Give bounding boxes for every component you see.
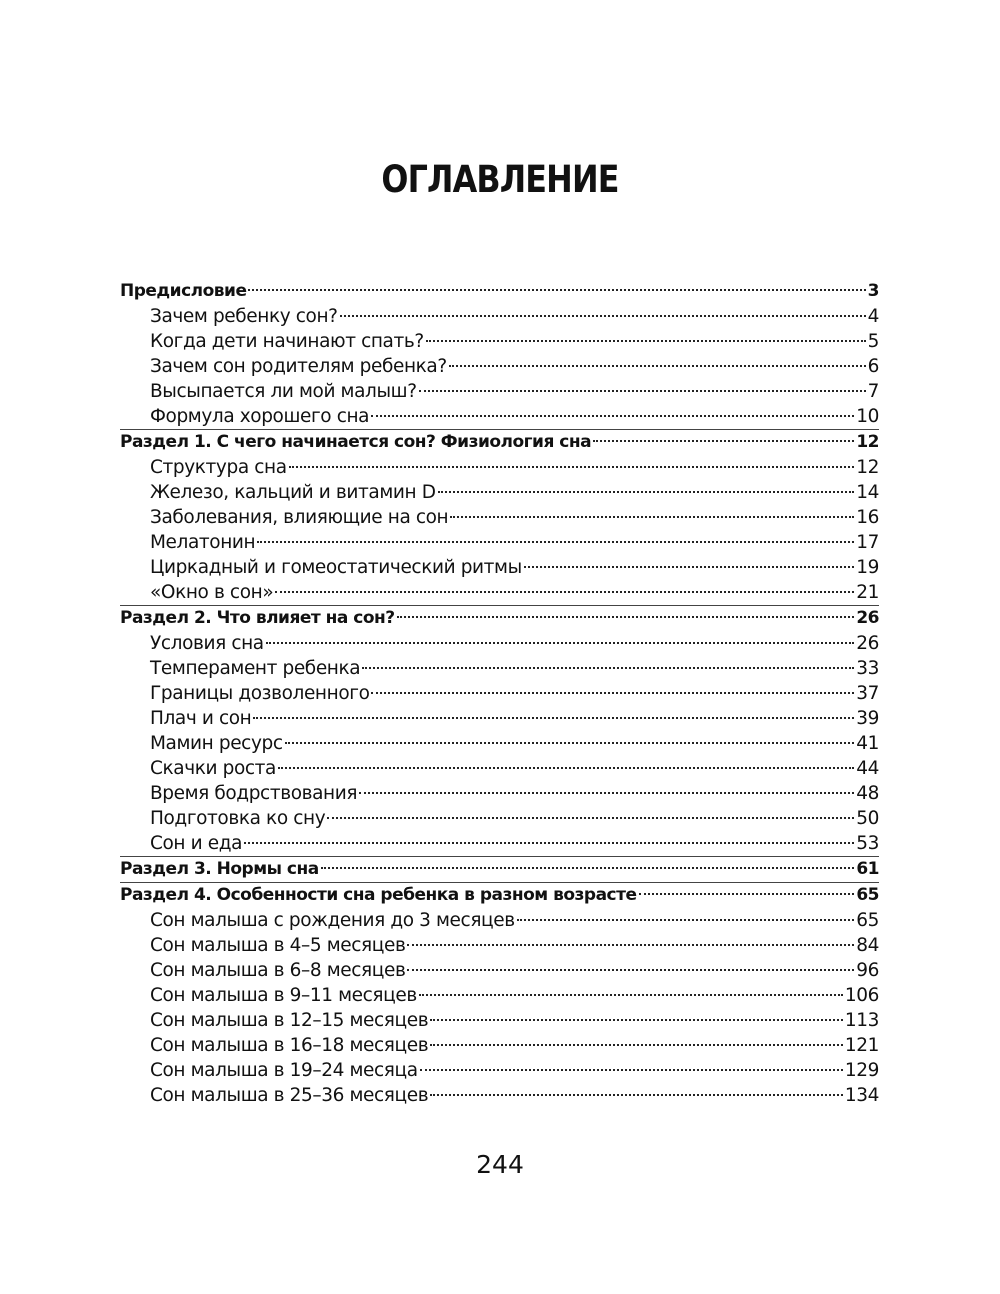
- toc-entry-page: 113: [844, 1010, 879, 1031]
- table-of-contents: [120, 279, 879, 1108]
- toc-entry-label: Мамин ресурс: [150, 733, 283, 754]
- toc-entry-label: Сон малыша в 16–18 месяцев: [150, 1035, 429, 1056]
- dot-leader: [438, 491, 855, 493]
- toc-entry-label: Темперамент ребенка: [150, 658, 361, 679]
- toc-entry[interactable]: [120, 455, 879, 480]
- toc-entry-page: 84: [856, 935, 879, 956]
- toc-entry-page: 134: [844, 1085, 879, 1106]
- toc-entry[interactable]: [120, 505, 879, 530]
- toc-entry-label: Сон малыша в 9–11 месяцев: [150, 985, 417, 1006]
- toc-entry-page: 96: [856, 960, 879, 981]
- dot-leader: [524, 566, 854, 568]
- dot-leader: [430, 1044, 843, 1046]
- toc-entry-label: Зачем сон родителям ребенка?: [150, 356, 447, 377]
- toc-entry[interactable]: [120, 1083, 879, 1108]
- dot-leader: [244, 842, 854, 844]
- toc-entry-label: Время бодрствования: [150, 783, 358, 804]
- dot-leader: [257, 541, 854, 543]
- toc-entry-page: 4: [867, 306, 879, 327]
- dot-leader: [397, 616, 855, 618]
- toc-entry-page: 17: [856, 532, 879, 553]
- toc-entry-label: Скачки роста: [150, 758, 276, 779]
- toc-section-4: [120, 883, 879, 1108]
- toc-entry-page: 7: [867, 381, 879, 402]
- toc-entry[interactable]: [120, 656, 879, 681]
- dot-leader: [419, 994, 843, 996]
- toc-entry-page: 16: [856, 507, 879, 528]
- toc-entry-page: 33: [856, 658, 879, 679]
- dot-leader: [340, 315, 866, 317]
- toc-heading-label: Раздел 4. Особенности сна ребенка в разном возрасте: [120, 885, 637, 905]
- dot-leader: [253, 717, 854, 719]
- dot-leader: [266, 642, 855, 644]
- dot-leader: [426, 340, 866, 342]
- toc-entry-page: 121: [844, 1035, 879, 1056]
- toc-entry[interactable]: [120, 908, 879, 933]
- toc-entry[interactable]: [120, 933, 879, 958]
- toc-entry-label: Сон малыша в 12–15 месяцев: [150, 1010, 429, 1031]
- toc-heading-page: 12: [856, 432, 879, 452]
- dot-leader: [321, 867, 855, 869]
- toc-entry-page: 65: [856, 910, 879, 931]
- toc-heading[interactable]: [120, 857, 879, 882]
- toc-entry[interactable]: [120, 1033, 879, 1058]
- toc-entry[interactable]: [120, 631, 879, 656]
- dot-leader: [517, 919, 855, 921]
- toc-entry-page: 129: [844, 1060, 879, 1081]
- toc-entry-label: Плач и сон: [150, 708, 252, 729]
- dot-leader: [449, 365, 866, 367]
- toc-entry-page: 12: [856, 457, 879, 478]
- toc-entry-label: Сон малыша в 6–8 месяцев: [150, 960, 406, 981]
- toc-entry-page: 26: [856, 633, 879, 654]
- dot-leader: [275, 591, 854, 593]
- toc-entry[interactable]: [120, 379, 879, 404]
- dot-leader: [371, 692, 854, 694]
- dot-leader: [359, 792, 854, 794]
- toc-entry-label: «Окно в сон»: [150, 582, 274, 603]
- toc-entry[interactable]: [120, 831, 879, 856]
- toc-entry-label: Условия сна: [150, 633, 264, 654]
- toc-entry-page: 53: [856, 833, 879, 854]
- toc-entry-page: 10: [856, 406, 879, 427]
- toc-entry[interactable]: [120, 555, 879, 580]
- toc-entry[interactable]: [120, 756, 879, 781]
- dot-leader: [278, 767, 854, 769]
- toc-entry[interactable]: [120, 530, 879, 555]
- toc-entry-page: 44: [856, 758, 879, 779]
- toc-section-1: [120, 430, 879, 606]
- toc-entry-page: 50: [856, 808, 879, 829]
- toc-entry-label: Зачем ребенку сон?: [150, 306, 338, 327]
- toc-heading-label: Раздел 2. Что влияет на сон?: [120, 608, 395, 628]
- toc-heading[interactable]: [120, 883, 879, 908]
- page-title: ОГЛАВЛЕНИЕ: [381, 158, 619, 201]
- toc-heading[interactable]: [120, 606, 879, 631]
- toc-entry-page: 48: [856, 783, 879, 804]
- dot-leader: [289, 466, 855, 468]
- dot-leader: [419, 390, 866, 392]
- toc-entry[interactable]: [120, 806, 879, 831]
- toc-entry-page: 5: [867, 331, 879, 352]
- toc-entry-page: 106: [844, 985, 879, 1006]
- toc-entry-label: Сон и еда: [150, 833, 243, 854]
- toc-entry-label: Заболевания, влияющие на сон: [150, 507, 449, 528]
- toc-heading-page: 3: [867, 281, 879, 301]
- dot-leader: [450, 516, 854, 518]
- toc-entry-page: 39: [856, 708, 879, 729]
- toc-entry[interactable]: [120, 681, 879, 706]
- toc-heading-page: 26: [856, 608, 879, 628]
- toc-entry-label: Границы дозволенного: [150, 683, 370, 704]
- toc-heading[interactable]: [120, 279, 879, 304]
- dot-leader: [430, 1094, 843, 1096]
- dot-leader: [639, 893, 855, 895]
- dot-leader: [430, 1019, 843, 1021]
- toc-entry-label: Структура сна: [150, 457, 287, 478]
- toc-entry-label: Когда дети начинают спать?: [150, 331, 424, 352]
- toc-entry[interactable]: [120, 706, 879, 731]
- toc-entry[interactable]: [120, 1008, 879, 1033]
- toc-heading-page: 65: [856, 885, 879, 905]
- toc-entry-label: Мелатонин: [150, 532, 256, 553]
- dot-leader: [285, 742, 855, 744]
- toc-heading-page: 61: [856, 859, 879, 879]
- toc-entry-label: Формула хорошего сна: [150, 406, 370, 427]
- dot-leader: [407, 944, 854, 946]
- toc-entry-label: Сон малыша с рождения до 3 месяцев: [150, 910, 515, 931]
- dot-leader: [593, 440, 854, 442]
- toc-entry-label: Подготовка ко сну: [150, 808, 326, 829]
- toc-entry[interactable]: [120, 329, 879, 354]
- toc-entry[interactable]: [120, 983, 879, 1008]
- toc-entry[interactable]: [120, 580, 879, 605]
- toc-entry-page: 6: [867, 356, 879, 377]
- toc-heading-label: Раздел 1. С чего начинается сон? Физиология сна: [120, 432, 592, 452]
- toc-entry-label: Сон малыша в 19–24 месяца: [150, 1060, 418, 1081]
- toc-section-2: [120, 606, 879, 857]
- toc-entry-label: Сон малыша в 4–5 месяцев: [150, 935, 406, 956]
- toc-section-3: [120, 857, 879, 883]
- toc-entry-page: 21: [856, 582, 879, 603]
- toc-entry[interactable]: [120, 731, 879, 756]
- dot-leader: [371, 415, 854, 417]
- toc-section-preface: [120, 279, 879, 430]
- toc-entry-label: Циркадный и гомеостатический ритмы: [150, 557, 522, 578]
- toc-entry-page: 14: [856, 482, 879, 503]
- page-number: 244: [476, 1150, 524, 1179]
- toc-heading-label: Раздел 3. Нормы сна: [120, 859, 319, 879]
- toc-entry[interactable]: [120, 1058, 879, 1083]
- toc-heading-label: Предисловие: [120, 281, 247, 301]
- dot-leader: [248, 289, 865, 291]
- toc-entry-page: 19: [856, 557, 879, 578]
- dot-leader: [362, 667, 854, 669]
- toc-entry[interactable]: [120, 781, 879, 806]
- toc-heading[interactable]: [120, 430, 879, 455]
- toc-entry-label: Высыпается ли мой малыш?: [150, 381, 417, 402]
- toc-entry[interactable]: [120, 354, 879, 379]
- toc-entry[interactable]: [120, 480, 879, 505]
- toc-entry-label: Железо, кальций и витамин D: [150, 482, 436, 503]
- toc-entry[interactable]: [120, 304, 879, 329]
- toc-entry-page: 37: [856, 683, 879, 704]
- dot-leader: [327, 817, 854, 819]
- toc-entry-label: Сон малыша в 25–36 месяцев: [150, 1085, 429, 1106]
- toc-entry[interactable]: [120, 958, 879, 983]
- toc-entry[interactable]: [120, 404, 879, 429]
- toc-entry-page: 41: [856, 733, 879, 754]
- dot-leader: [407, 969, 854, 971]
- dot-leader: [420, 1069, 843, 1071]
